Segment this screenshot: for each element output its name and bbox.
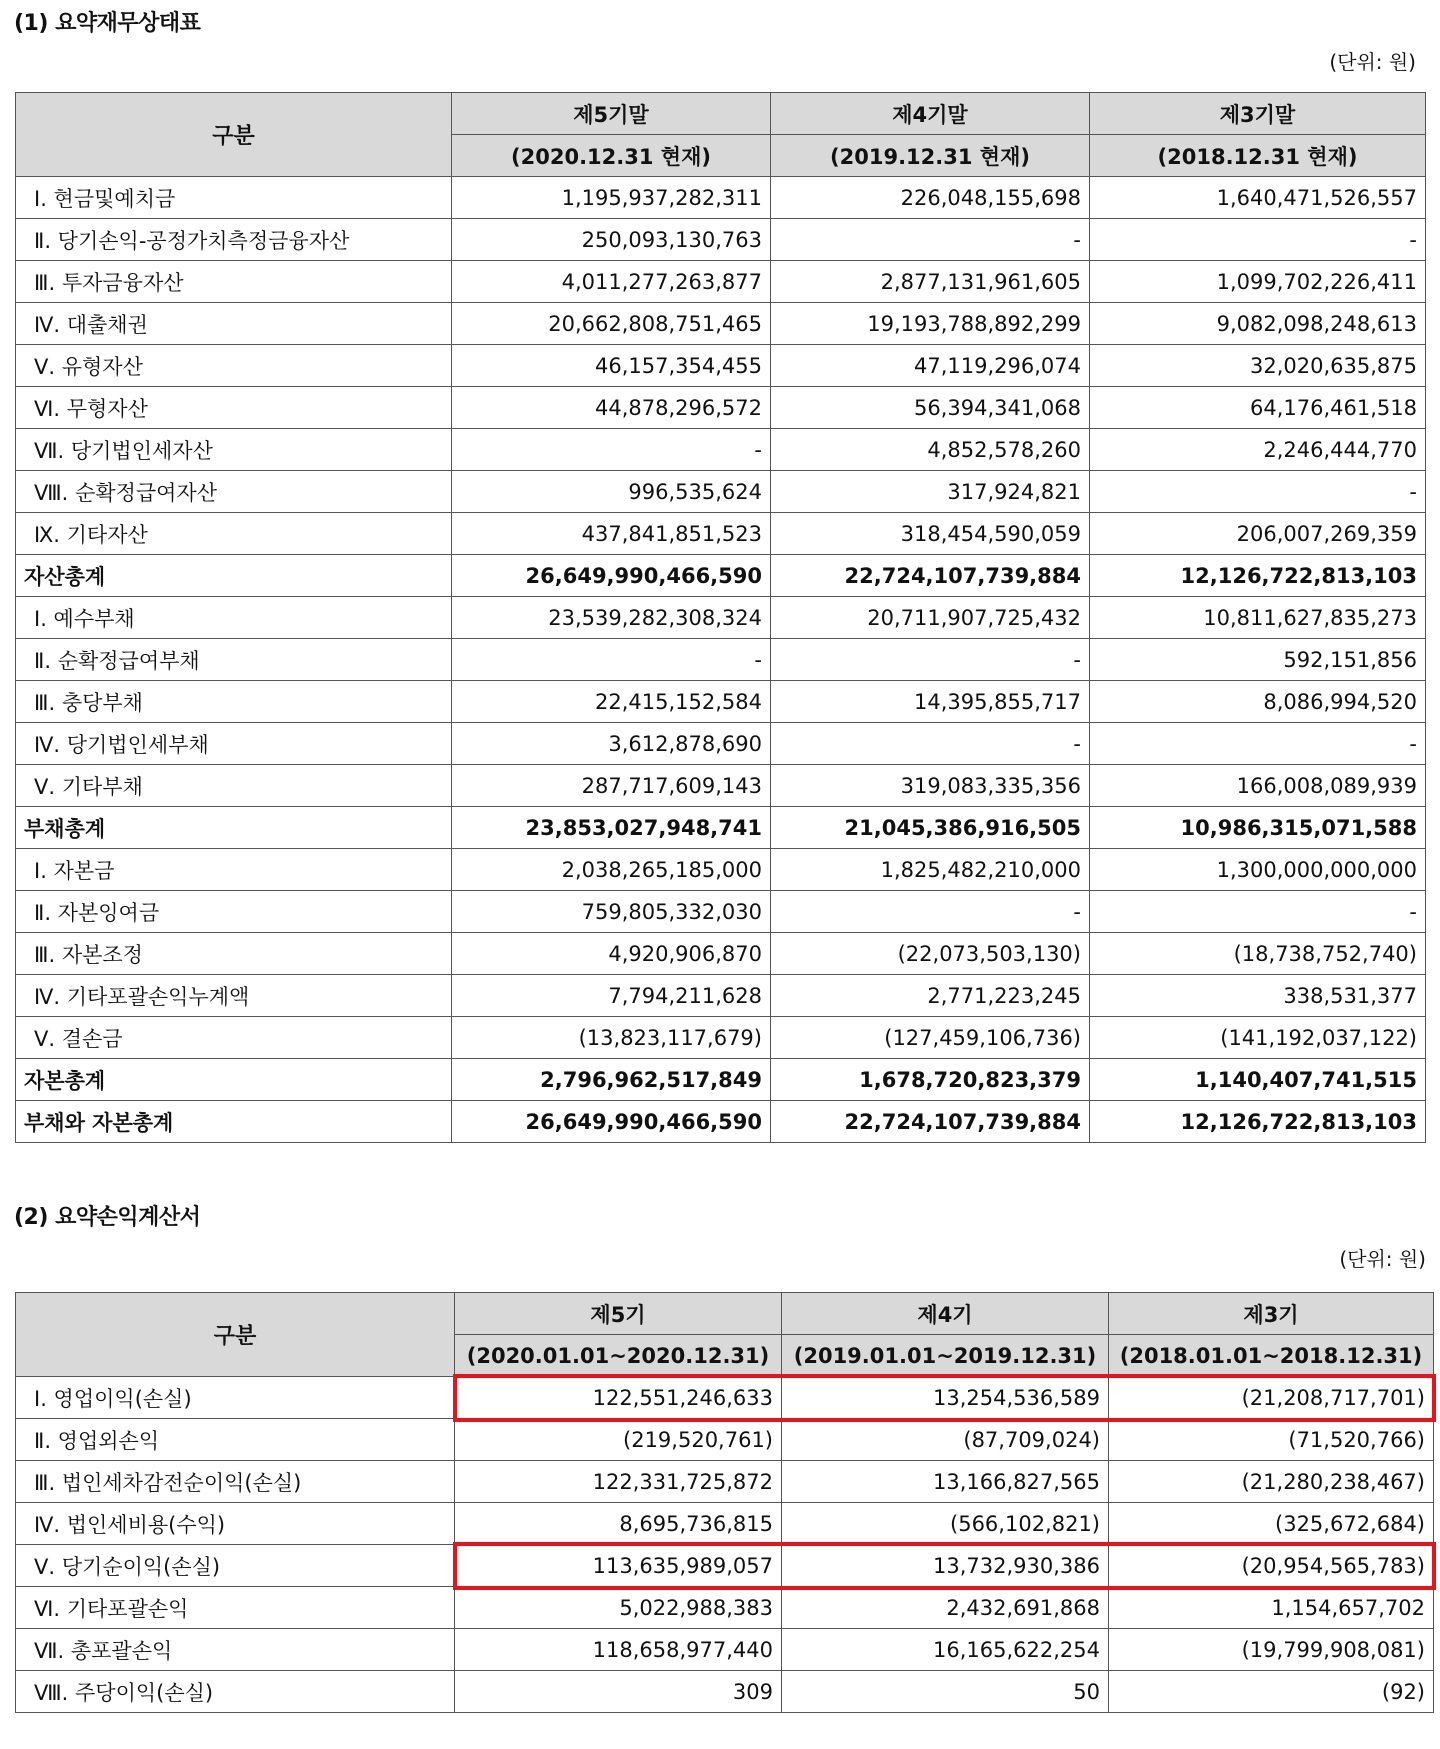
value-cell: (22,073,503,130) (771, 933, 1090, 975)
table-row (16, 261, 1426, 303)
table-row (16, 1017, 1426, 1059)
table-row (16, 303, 1426, 345)
value-cell: 309 (455, 1671, 782, 1713)
row-label: Ⅱ. 당기손익-공정가치측정금융자산 (16, 219, 452, 261)
row-label: Ⅷ. 순확정급여자산 (16, 471, 452, 513)
value-cell: - (771, 639, 1090, 681)
value-cell: 1,825,482,210,000 (771, 849, 1090, 891)
value-cell: 592,151,856 (1090, 639, 1426, 681)
row-label: Ⅲ. 자본조정 (16, 933, 452, 975)
column-header-date: (2019.01.01~2019.12.31) (782, 1335, 1109, 1377)
value-cell: 12,126,722,813,103 (1090, 555, 1426, 597)
value-cell: 26,649,990,466,590 (452, 555, 771, 597)
value-cell: (219,520,761) (455, 1419, 782, 1461)
row-label: 부채총계 (16, 807, 452, 849)
value-cell: - (1090, 219, 1426, 261)
value-cell: - (771, 723, 1090, 765)
value-cell: 1,640,471,526,557 (1090, 177, 1426, 219)
value-cell: 20,662,808,751,465 (452, 303, 771, 345)
table-row (16, 723, 1426, 765)
table-row (16, 1629, 1434, 1671)
table-row (16, 219, 1426, 261)
value-cell: - (1090, 471, 1426, 513)
row-label: Ⅳ. 법인세비용(수익) (16, 1503, 455, 1545)
value-cell: 26,649,990,466,590 (452, 1101, 771, 1143)
value-cell: 1,678,720,823,379 (771, 1059, 1090, 1101)
row-label: Ⅱ. 영업외손익 (16, 1419, 455, 1461)
row-label: Ⅴ. 당기순이익(손실) (16, 1545, 455, 1587)
balance-sheet-title: (1) 요약재무상태표 (14, 11, 201, 36)
row-label: Ⅴ. 유형자산 (16, 345, 452, 387)
value-cell: (21,280,238,467) (1109, 1461, 1434, 1503)
value-cell: 759,805,332,030 (452, 891, 771, 933)
value-cell: 318,454,590,059 (771, 513, 1090, 555)
value-cell: 4,011,277,263,877 (452, 261, 771, 303)
table-row (16, 639, 1426, 681)
value-cell: 996,535,624 (452, 471, 771, 513)
column-header-date: (2020.12.31 현재) (452, 135, 771, 177)
row-label: Ⅲ. 법인세차감전순이익(손실) (16, 1461, 455, 1503)
value-cell: 1,154,657,702 (1109, 1587, 1434, 1629)
table-row (16, 849, 1426, 891)
table-row (16, 387, 1426, 429)
column-header-period: 제5기 (455, 1293, 782, 1335)
value-cell: 12,126,722,813,103 (1090, 1101, 1426, 1143)
value-cell: (21,208,717,701) (1109, 1377, 1434, 1419)
value-cell: 166,008,089,939 (1090, 765, 1426, 807)
value-cell: 317,924,821 (771, 471, 1090, 513)
value-cell: 2,796,962,517,849 (452, 1059, 771, 1101)
value-cell: 50 (782, 1671, 1109, 1713)
column-header-period: 제4기 (782, 1293, 1109, 1335)
value-cell: 206,007,269,359 (1090, 513, 1426, 555)
row-label: Ⅱ. 순확정급여부채 (16, 639, 452, 681)
row-label: Ⅰ. 예수부채 (16, 597, 452, 639)
table-row (16, 1419, 1434, 1461)
column-header-category: 구분 (16, 93, 452, 177)
table-row (16, 891, 1426, 933)
value-cell: 22,724,107,739,884 (771, 555, 1090, 597)
value-cell: 56,394,341,068 (771, 387, 1090, 429)
table-row (16, 681, 1426, 723)
table-row (16, 1377, 1434, 1419)
row-label: 자산총계 (16, 555, 452, 597)
value-cell: 14,395,855,717 (771, 681, 1090, 723)
table-row (16, 975, 1426, 1017)
row-label: Ⅸ. 기타자산 (16, 513, 452, 555)
value-cell: (18,738,752,740) (1090, 933, 1426, 975)
value-cell: 2,432,691,868 (782, 1587, 1109, 1629)
value-cell: - (1090, 723, 1426, 765)
row-label: Ⅳ. 기타포괄손익누계액 (16, 975, 452, 1017)
value-cell: 7,794,211,628 (452, 975, 771, 1017)
value-cell: 64,176,461,518 (1090, 387, 1426, 429)
value-cell: 13,254,536,589 (782, 1377, 1109, 1419)
table-row (16, 513, 1426, 555)
value-cell: (19,799,908,081) (1109, 1629, 1434, 1671)
column-header-date: (2019.12.31 현재) (771, 135, 1090, 177)
value-cell: 21,045,386,916,505 (771, 807, 1090, 849)
column-header-category: 구분 (16, 1293, 455, 1377)
value-cell: 338,531,377 (1090, 975, 1426, 1017)
value-cell: 13,732,930,386 (782, 1545, 1109, 1587)
value-cell: 122,551,246,633 (455, 1377, 782, 1419)
value-cell: (325,672,684) (1109, 1503, 1434, 1545)
income-statement-unit: (단위: 원) (1339, 1247, 1426, 1271)
table-row (16, 1671, 1434, 1713)
row-label: 부채와 자본총계 (16, 1101, 452, 1143)
value-cell: - (452, 429, 771, 471)
value-cell: 1,140,407,741,515 (1090, 1059, 1426, 1101)
value-cell: 8,695,736,815 (455, 1503, 782, 1545)
total-row (16, 1059, 1426, 1101)
value-cell: 10,986,315,071,588 (1090, 807, 1426, 849)
column-header-period: 제4기말 (771, 93, 1090, 135)
table-row (16, 1461, 1434, 1503)
column-header-period: 제5기말 (452, 93, 771, 135)
row-label: Ⅱ. 자본잉여금 (16, 891, 452, 933)
value-cell: 2,246,444,770 (1090, 429, 1426, 471)
row-label: 자본총계 (16, 1059, 452, 1101)
table-row (16, 1587, 1434, 1629)
table-row (16, 429, 1426, 471)
row-label: Ⅶ. 당기법인세자산 (16, 429, 452, 471)
value-cell: 23,853,027,948,741 (452, 807, 771, 849)
value-cell: 16,165,622,254 (782, 1629, 1109, 1671)
value-cell: 3,612,878,690 (452, 723, 771, 765)
value-cell: (87,709,024) (782, 1419, 1109, 1461)
table-row (16, 471, 1426, 513)
row-label: Ⅲ. 충당부채 (16, 681, 452, 723)
value-cell: 47,119,296,074 (771, 345, 1090, 387)
table-row (16, 1545, 1434, 1587)
row-label: Ⅴ. 기타부채 (16, 765, 452, 807)
value-cell: 4,852,578,260 (771, 429, 1090, 471)
row-label: Ⅴ. 결손금 (16, 1017, 452, 1059)
value-cell: 2,771,223,245 (771, 975, 1090, 1017)
value-cell: 44,878,296,572 (452, 387, 771, 429)
value-cell: 250,093,130,763 (452, 219, 771, 261)
value-cell: 2,038,265,185,000 (452, 849, 771, 891)
value-cell: 226,048,155,698 (771, 177, 1090, 219)
value-cell: 113,635,989,057 (455, 1545, 782, 1587)
value-cell: 22,415,152,584 (452, 681, 771, 723)
row-label: Ⅳ. 당기법인세부채 (16, 723, 452, 765)
total-row (16, 807, 1426, 849)
income-statement-table (15, 1292, 1434, 1713)
value-cell: (71,520,766) (1109, 1419, 1434, 1461)
row-label: Ⅰ. 자본금 (16, 849, 452, 891)
value-cell: 10,811,627,835,273 (1090, 597, 1426, 639)
table-row (16, 1503, 1434, 1545)
table-row (16, 345, 1426, 387)
value-cell: (127,459,106,736) (771, 1017, 1090, 1059)
row-label: Ⅰ. 영업이익(손실) (16, 1377, 455, 1419)
value-cell: 13,166,827,565 (782, 1461, 1109, 1503)
value-cell: 22,724,107,739,884 (771, 1101, 1090, 1143)
value-cell: 287,717,609,143 (452, 765, 771, 807)
value-cell: 4,920,906,870 (452, 933, 771, 975)
value-cell: 46,157,354,455 (452, 345, 771, 387)
balance-sheet-table (15, 92, 1426, 1143)
total-row (16, 1101, 1426, 1143)
value-cell: 1,300,000,000,000 (1090, 849, 1426, 891)
row-label: Ⅰ. 현금및예치금 (16, 177, 452, 219)
row-label: Ⅵ. 기타포괄손익 (16, 1587, 455, 1629)
value-cell: 32,020,635,875 (1090, 345, 1426, 387)
value-cell: (141,192,037,122) (1090, 1017, 1426, 1059)
value-cell: (566,102,821) (782, 1503, 1109, 1545)
value-cell: (20,954,565,783) (1109, 1545, 1434, 1587)
value-cell: 118,658,977,440 (455, 1629, 782, 1671)
value-cell: 8,086,994,520 (1090, 681, 1426, 723)
row-label: Ⅵ. 무형자산 (16, 387, 452, 429)
row-label: Ⅶ. 총포괄손익 (16, 1629, 455, 1671)
value-cell: 122,331,725,872 (455, 1461, 782, 1503)
value-cell: 2,877,131,961,605 (771, 261, 1090, 303)
value-cell: 9,082,098,248,613 (1090, 303, 1426, 345)
value-cell: 437,841,851,523 (452, 513, 771, 555)
column-header-date: (2020.01.01~2020.12.31) (455, 1335, 782, 1377)
value-cell: 1,195,937,282,311 (452, 177, 771, 219)
value-cell: - (771, 891, 1090, 933)
value-cell: 23,539,282,308,324 (452, 597, 771, 639)
table-row (16, 765, 1426, 807)
value-cell: 319,083,335,356 (771, 765, 1090, 807)
table-row (16, 597, 1426, 639)
row-label: Ⅷ. 주당이익(손실) (16, 1671, 455, 1713)
total-row (16, 555, 1426, 597)
value-cell: (92) (1109, 1671, 1434, 1713)
balance-sheet-unit: (단위: 원) (1329, 50, 1416, 74)
column-header-period: 제3기말 (1090, 93, 1426, 135)
value-cell: - (1090, 891, 1426, 933)
column-header-date: (2018.12.31 현재) (1090, 135, 1426, 177)
value-cell: 20,711,907,725,432 (771, 597, 1090, 639)
income-statement-title: (2) 요약손익계산서 (14, 1205, 201, 1230)
row-label: Ⅲ. 투자금융자산 (16, 261, 452, 303)
value-cell: 19,193,788,892,299 (771, 303, 1090, 345)
row-label: Ⅳ. 대출채권 (16, 303, 452, 345)
value-cell: 1,099,702,226,411 (1090, 261, 1426, 303)
table-row (16, 933, 1426, 975)
column-header-period: 제3기 (1109, 1293, 1434, 1335)
value-cell: (13,823,117,679) (452, 1017, 771, 1059)
value-cell: 5,022,988,383 (455, 1587, 782, 1629)
value-cell: - (771, 219, 1090, 261)
table-row (16, 177, 1426, 219)
column-header-date: (2018.01.01~2018.12.31) (1109, 1335, 1434, 1377)
value-cell: - (452, 639, 771, 681)
